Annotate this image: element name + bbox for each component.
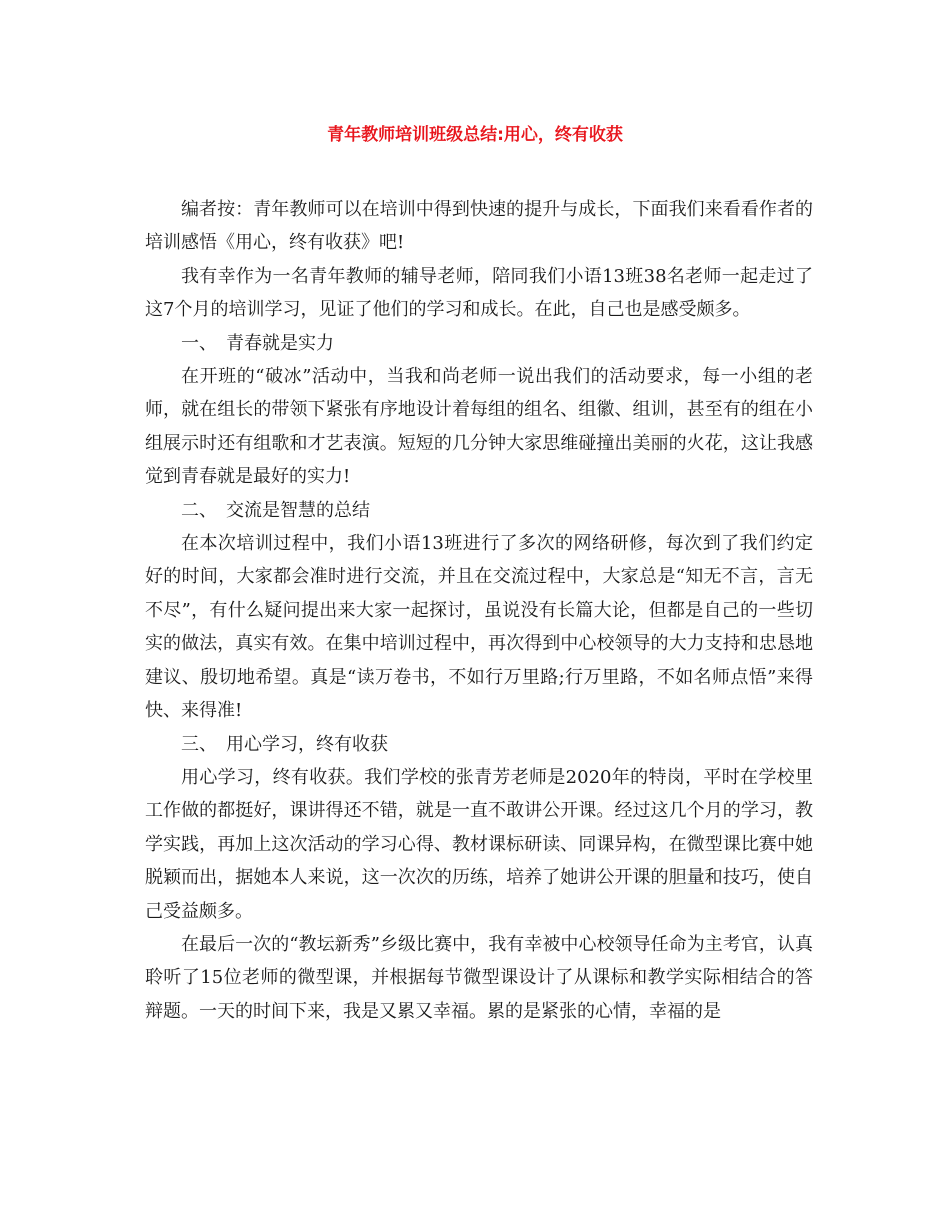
section-2-paragraph: 在本次培训过程中，我们小语13班进行了多次的网络研修，每次到了我们约定好的时间，大家都会准时进行交流，并且在交流过程中，大家总是“知无不言，言无不尽”，有什么疑问提出来大家一起探讨，虽说没有长篇大论，但都是自己的一些切实的做法，真实有效。在集中培训过程中，再次得到中心校领导的大力支持和忠恳地建议、殷切地希望。真是“读万卷书，不如行万里路;行万里路，不如名师点悟”来得快、来得准! (145, 533, 813, 722)
section-3-paragraph-1: 用心学习，终有收获。我们学校的张青芳老师是2020年的特岗，平时在学校里工作做的都挺好，课讲得还不错，就是一直不敢讲公开课。经过这几个月的学习，教学实践，再加上这次活动的学习心得、教材课标研读、同课异构，在微型课比赛中她脱颖而出，据她本人来说，这一次次的历练，培养了她讲公开课的胆量和技巧，使自己受益颇多。 (145, 766, 813, 922)
section-heading-3: 三、 用心学习，终有收获 (181, 733, 388, 755)
section-3-paragraph-2: 在最后一次的“教坛新秀”乡级比赛中，我有幸被中心校领导任命为主考官，认真聆听了15位老师的微型课，并根据每节微型课设计了从课标和教学实际相结合的答辩题。一天的时间下来，我是又累又幸福。累的是紧张的心情，幸福的是 (145, 933, 813, 1022)
section-1-paragraph: 在开班的“破冰”活动中，当我和尚老师一说出我们的活动要求，每一小组的老师，就在组长的带领下紧张有序地设计着每组的组名、组徽、组训，甚至有的组在小组展示时还有组歌和才艺表演。短短的几分钟大家思维碰撞出美丽的火花，这让我感觉到青春就是最好的实力! (145, 366, 813, 488)
document-body (145, 193, 813, 1028)
section-heading-2: 二、 交流是智慧的总结 (181, 499, 370, 521)
section-heading-1: 一、 青春就是实力 (181, 332, 334, 354)
document-title: 青年教师培训班级总结:用心，终有收获 (327, 125, 623, 145)
intro-paragraph: 我有幸作为一名青年教师的辅导老师，陪同我们小语13班38名老师一起走过了这7个月的培训学习，见证了他们的学习和成长。在此，自己也是感受颇多。 (145, 265, 813, 321)
editor-note-paragraph: 编者按：青年教师可以在培训中得到快速的提升与成长，下面我们来看看作者的培训感悟《用心，终有收获》吧! (145, 199, 813, 254)
